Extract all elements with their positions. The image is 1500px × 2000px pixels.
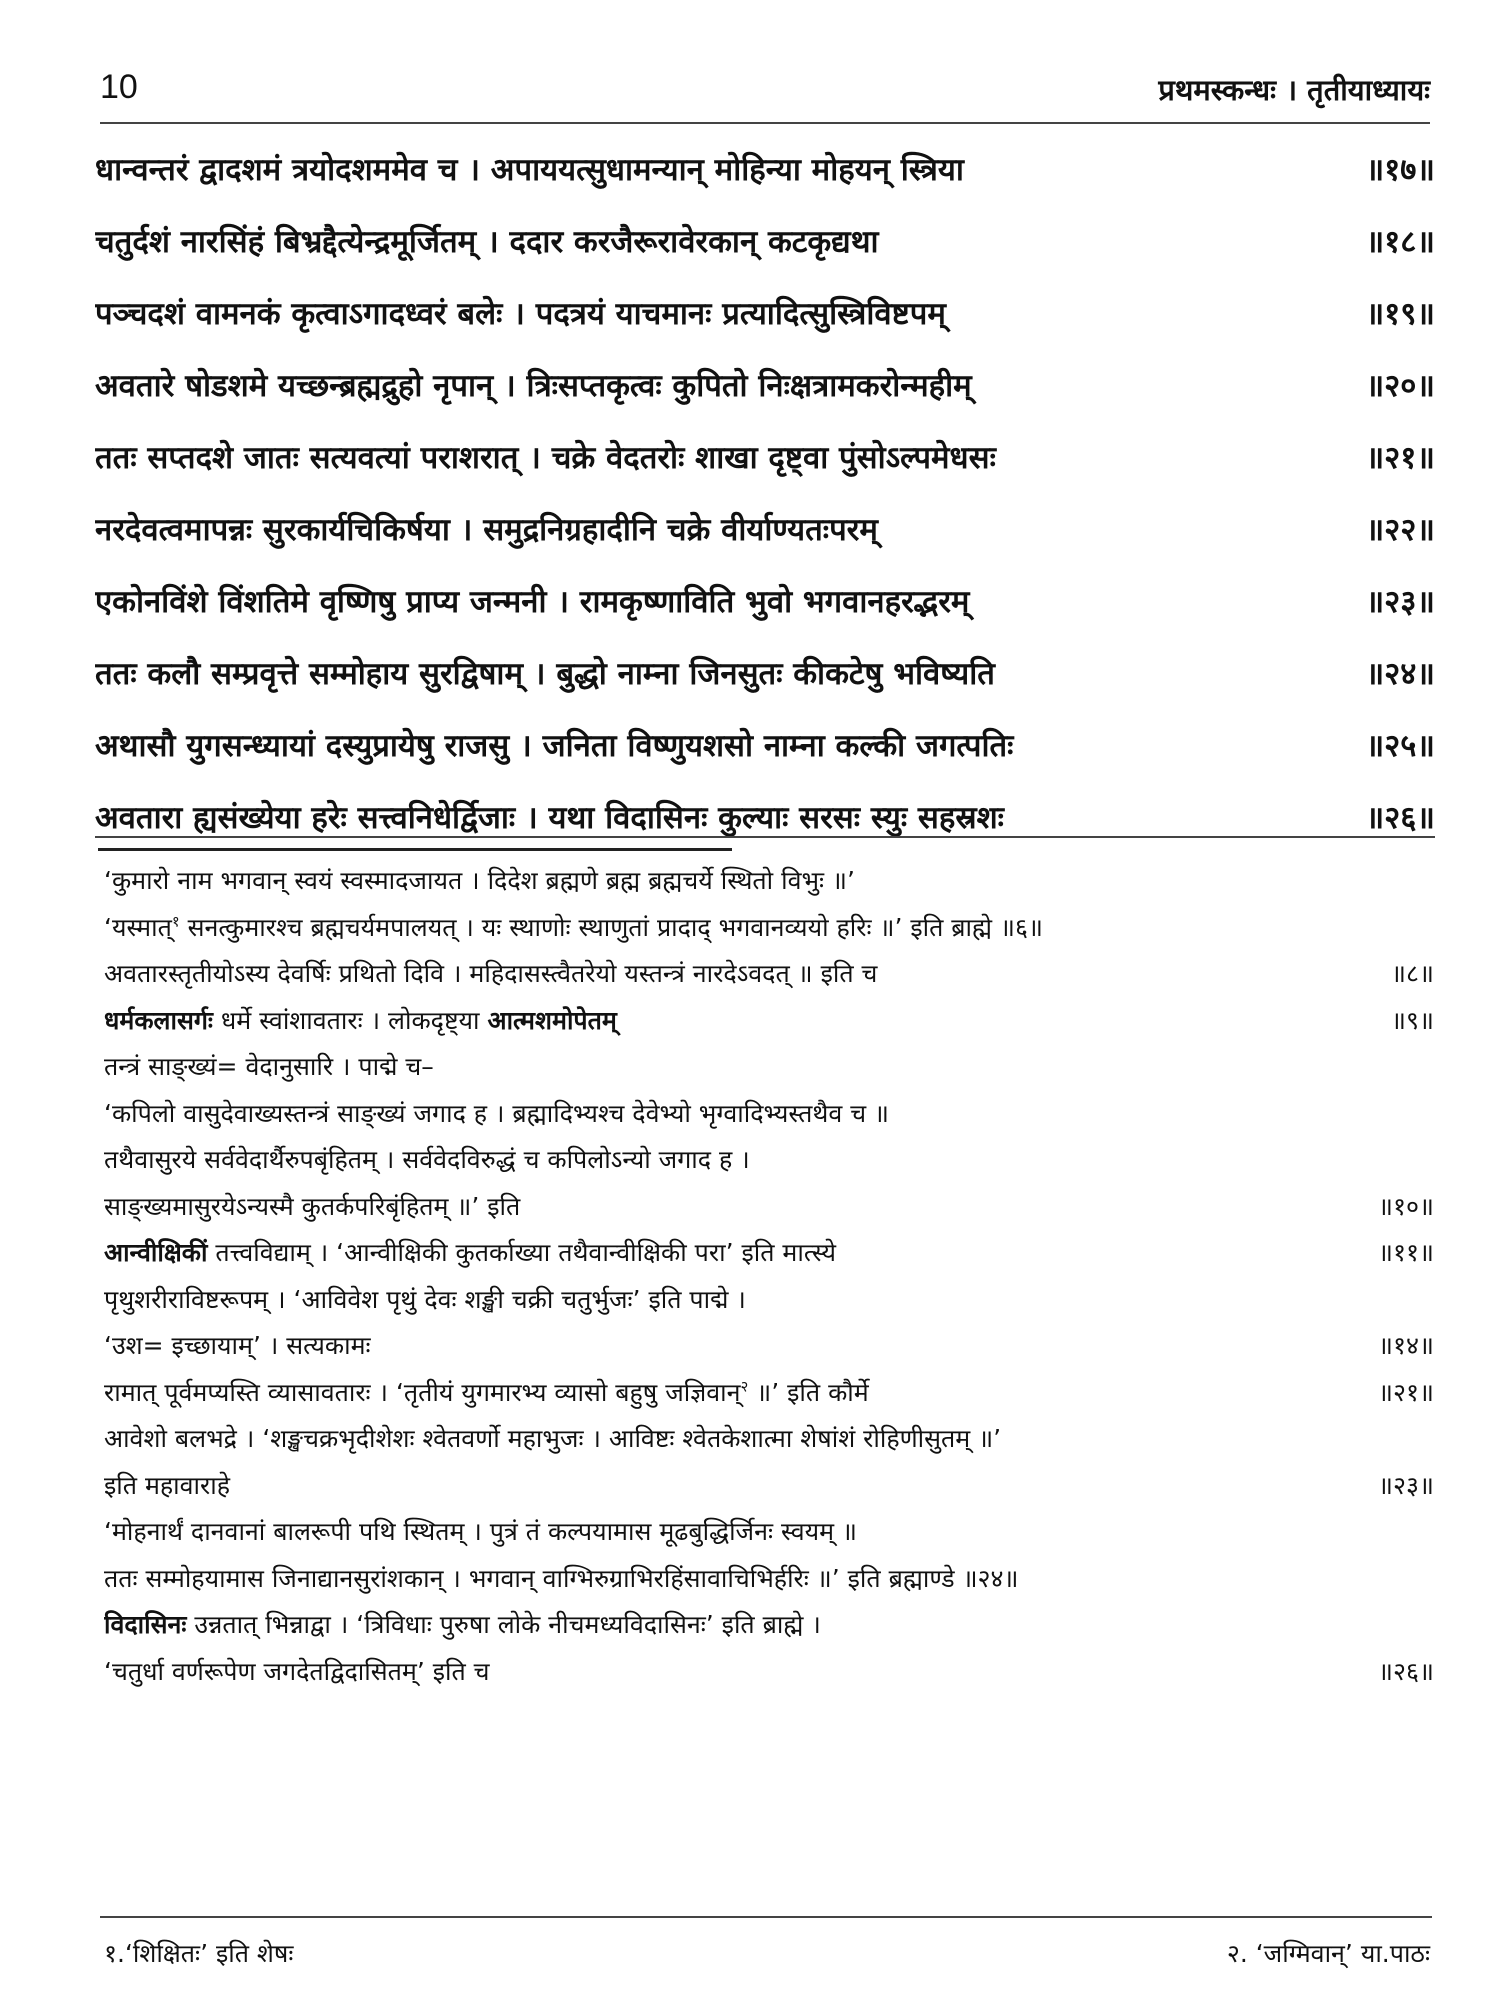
commentary-text: ‘मोहनार्थं दानवानां बालरूपी पथि स्थितम् । पुत्रं तं कल्पयामास मूढबुद्धिर्जिनः स्वयम् ॥ bbox=[104, 1517, 857, 1546]
commentary-line bbox=[104, 903, 1434, 950]
verse-text: नरदेवत्वमापन्नः सुरकार्यचिकिर्षया । समुद्रनिग्रहादीनि चक्रे वीर्याण्यतःपरम् bbox=[95, 512, 878, 548]
verse-line bbox=[95, 714, 1435, 786]
verse-line bbox=[95, 210, 1435, 282]
commentary-block bbox=[104, 856, 1434, 1693]
verse-reference: ॥२६॥ bbox=[1378, 1656, 1434, 1686]
commentary-line bbox=[104, 1042, 1434, 1089]
verse-text: अथासौ युगसन्ध्यायां दस्युप्रायेषु राजसु । जनिता विष्णुयशसो नाम्ना कल्की जगत्पतिः bbox=[95, 728, 1014, 764]
verse-number: ॥२६॥ bbox=[1365, 800, 1435, 836]
footnote-2: २. ‘जग्मिवान्’ या.पाठः bbox=[1226, 1939, 1430, 1968]
verse-number: ॥१९॥ bbox=[1365, 296, 1435, 332]
commentary-text: ततः सम्मोहयामास जिनाद्यानसुरांशकान् । भगवान् वाग्भिरुग्राभिरहिंसावाचिभिर्हरिः ॥’ इति ब्रह्माण्डे ॥२४॥ bbox=[104, 1563, 1019, 1593]
verse-number: ॥२५॥ bbox=[1365, 728, 1435, 764]
page-header bbox=[100, 62, 1430, 122]
commentary-line bbox=[104, 1647, 1434, 1694]
verse-line bbox=[95, 426, 1435, 498]
commentary-text: ‘कुमारो नाम भगवान् स्वयं स्वस्मादजायत । दिदेश ब्रह्मणे ब्रह्म ब्रह्मचर्ये स्थितो विभुः ॥’ bbox=[104, 866, 855, 895]
commentary-segment: धर्मे स्वांशावतारः । लोकदृष्ट्या bbox=[212, 1005, 488, 1035]
commentary-line bbox=[104, 1368, 1434, 1415]
commentary-line bbox=[104, 1507, 1434, 1554]
verse-number: ॥२१॥ bbox=[1365, 440, 1435, 476]
commentary-line bbox=[104, 1275, 1434, 1322]
verse-text: एकोनविंशे विंशतिमे वृष्णिषु प्राप्य जन्मनी । रामकृष्णाविति भुवो भगवानहरद्भरम् bbox=[95, 584, 970, 620]
commentary-line bbox=[104, 1554, 1434, 1601]
commentary-divider bbox=[98, 848, 732, 851]
commentary-line bbox=[104, 949, 1434, 996]
commentary-text: तथैवासुरये सर्ववेदार्थैरुपबृंहितम् । सर्ववेदविरुद्धं च कपिलोऽन्यो जगाद ह । bbox=[104, 1145, 750, 1174]
verse-text: ततः कलौ सम्प्रवृत्ते सम्मोहाय सुरद्विषाम् । बुद्धो नाम्ना जिनसुतः कीकटेषु भविष्यति bbox=[95, 656, 995, 692]
verse-line bbox=[95, 138, 1435, 210]
verse-line bbox=[95, 642, 1435, 714]
header-rule bbox=[100, 122, 1430, 124]
gloss-term: आन्वीक्षिकीं bbox=[104, 1238, 208, 1267]
commentary-line bbox=[104, 1461, 1434, 1508]
commentary-text: ‘उश= इच्छायाम्’ । सत्यकामः bbox=[104, 1331, 371, 1360]
commentary-text: साङ्ख्यमासुरयेऽन्यस्मै कुतर्कपरिबृंहितम् ॥’ इति bbox=[104, 1191, 521, 1221]
running-head: प्रथमस्कन्धः । तृतीयाध्यायः bbox=[1158, 73, 1430, 107]
commentary-text bbox=[104, 910, 1043, 944]
commentary-text bbox=[104, 1235, 836, 1269]
commentary-line bbox=[104, 1228, 1434, 1275]
verse-line bbox=[95, 570, 1435, 642]
commentary-text: तन्त्रं साङ्ख्यं= वेदानुसारि । पाद्मे च– bbox=[104, 1052, 434, 1081]
commentary-line bbox=[104, 1600, 1434, 1647]
commentary-segment: सनत्कुमारश्च ब्रह्मचर्यमपालयत् । यः स्थाणोः स्थाणुतां प्रादाद् भगवानव्ययो हरिः ॥’ इति ब्राह्मे ॥६॥ bbox=[179, 912, 1043, 942]
commentary-line bbox=[104, 1135, 1434, 1182]
commentary-line bbox=[104, 856, 1434, 903]
commentary-line bbox=[104, 1182, 1434, 1229]
verse-reference: ॥१४॥ bbox=[1378, 1331, 1434, 1360]
verse-number: ॥१७॥ bbox=[1365, 152, 1435, 188]
footnote-1: १.‘शिक्षितः’ इति शेषः bbox=[104, 1939, 294, 1968]
verse-reference: ॥२१॥ bbox=[1378, 1377, 1434, 1407]
commentary-line bbox=[104, 1321, 1434, 1368]
commentary-text bbox=[104, 1607, 821, 1641]
verse-block bbox=[95, 138, 1435, 858]
verse-reference: ॥११॥ bbox=[1378, 1238, 1434, 1267]
commentary-segment: रामात् पूर्वमप्यस्ति व्यासावतारः । ‘तृतीयं युगमारभ्य व्यासो बहुषु जज्ञिवान् bbox=[104, 1377, 741, 1407]
footnote-rule bbox=[100, 1916, 1432, 1918]
gloss-term: आत्मशमोपेतम् bbox=[487, 1005, 617, 1035]
verse-text: अवतारा ह्यसंख्येया हरेः सत्त्वनिधेर्द्विजाः । यथा विदासिनः कुल्याः सरसः स्युः सहस्रशः bbox=[95, 800, 1004, 836]
verse-line bbox=[95, 498, 1435, 570]
commentary-line bbox=[104, 996, 1434, 1043]
commentary-text: ‘चतुर्धा वर्णरूपेण जगदेतद्विदासितम्’ इति च bbox=[104, 1656, 490, 1686]
commentary-line bbox=[104, 1089, 1434, 1136]
verse-number: ॥२२॥ bbox=[1365, 512, 1435, 548]
footnote-marker: १ bbox=[171, 912, 180, 931]
verse-line bbox=[95, 354, 1435, 426]
commentary-text: ‘कपिलो वासुदेवाख्यस्तन्त्रं साङ्ख्यं जगाद ह । ब्रह्मादिभ्यश्च देवेभ्यो भृग्वादिभ्यस्तथैव च ॥ bbox=[104, 1098, 890, 1128]
verse-reference: ॥१०॥ bbox=[1378, 1191, 1434, 1221]
commentary-text: इति महावाराहे bbox=[104, 1470, 230, 1500]
verse-number: ॥२४॥ bbox=[1365, 656, 1435, 692]
gloss-term: विदासिनः bbox=[104, 1610, 187, 1639]
verse-text: ततः सप्तदशे जातः सत्यवत्यां पराशरात् । चक्रे वेदतरोः शाखा दृष्ट्वा पुंसोऽल्पमेधसः bbox=[95, 440, 996, 476]
commentary-text: अवतारस्तृतीयोऽस्य देवर्षिः प्रथितो दिवि । महिदासस्त्वैतरेयो यस्तन्त्रं नारदेऽवदत् ॥ इति च bbox=[104, 959, 878, 988]
verse-text: चतुर्दशं नारसिंहं बिभ्रद्दैत्येन्द्रमूर्जितम् । ददार करजैरूरावेरकान् कटकृद्यथा bbox=[95, 224, 879, 260]
gloss-term: धर्मकलासर्गः bbox=[104, 1005, 213, 1035]
commentary-text bbox=[104, 1375, 869, 1409]
commentary-segment: उन्नतात् भिन्नाद्वा । ‘त्रिविधाः पुरुषा लोके नीचमध्यविदासिनः’ इति ब्राह्मे । bbox=[186, 1610, 821, 1639]
verse-text: धान्वन्तरं द्वादशमं त्रयोदशममेव च । अपाययत्सुधामन्यान् मोहिन्या मोहयन् स्त्रिया bbox=[95, 152, 964, 188]
verse-reference: ॥२३॥ bbox=[1378, 1470, 1434, 1500]
verse-number: ॥२३॥ bbox=[1365, 584, 1435, 620]
page-number: 10 bbox=[100, 68, 138, 106]
verse-reference: ॥९॥ bbox=[1391, 1005, 1434, 1035]
commentary-segment: ॥’ इति कौर्मे bbox=[748, 1377, 869, 1407]
commentary-text: पृथुशरीराविष्टरूपम् । ‘आविवेश पृथुं देवः शङ्खी चक्री चतुर्भुजः’ इति पाद्मे । bbox=[104, 1284, 746, 1314]
verse-reference: ॥८॥ bbox=[1391, 959, 1434, 988]
verse-text: पञ्चदशं वामनकं कृत्वाऽगादध्वरं बलेः । पदत्रयं याचमानः प्रत्यादित्सुस्त्रिविष्टपम् bbox=[95, 296, 946, 332]
commentary-text bbox=[104, 1003, 617, 1037]
verse-line bbox=[95, 282, 1435, 354]
verse-underline bbox=[95, 836, 1435, 838]
commentary-line bbox=[104, 1414, 1434, 1461]
verse-text: अवतारे षोडशमे यच्छन्ब्रह्मद्रुहो नृपान् । त्रिःसप्तकृत्वः कुपितो निःक्षत्रामकरोन्महीम् bbox=[95, 368, 972, 404]
commentary-segment: तत्त्वविद्याम् । ‘आन्वीक्षिकी कुतर्काख्या तथैवान्वीक्षिकी परा’ इति मात्स्ये bbox=[207, 1238, 837, 1267]
commentary-segment: ‘यस्मात् bbox=[104, 912, 172, 942]
footnote-marker: २ bbox=[740, 1377, 749, 1396]
commentary-text: आवेशो बलभद्रे । ‘शङ्खचक्रभृदीशेशः श्वेतवर्णो महाभुजः । आविष्टः श्वेतकेशात्मा शेषांशं रोहिणीसुतम् ॥’ bbox=[104, 1424, 1002, 1453]
verse-number: ॥१८॥ bbox=[1365, 224, 1435, 260]
verse-number: ॥२०॥ bbox=[1365, 368, 1435, 404]
